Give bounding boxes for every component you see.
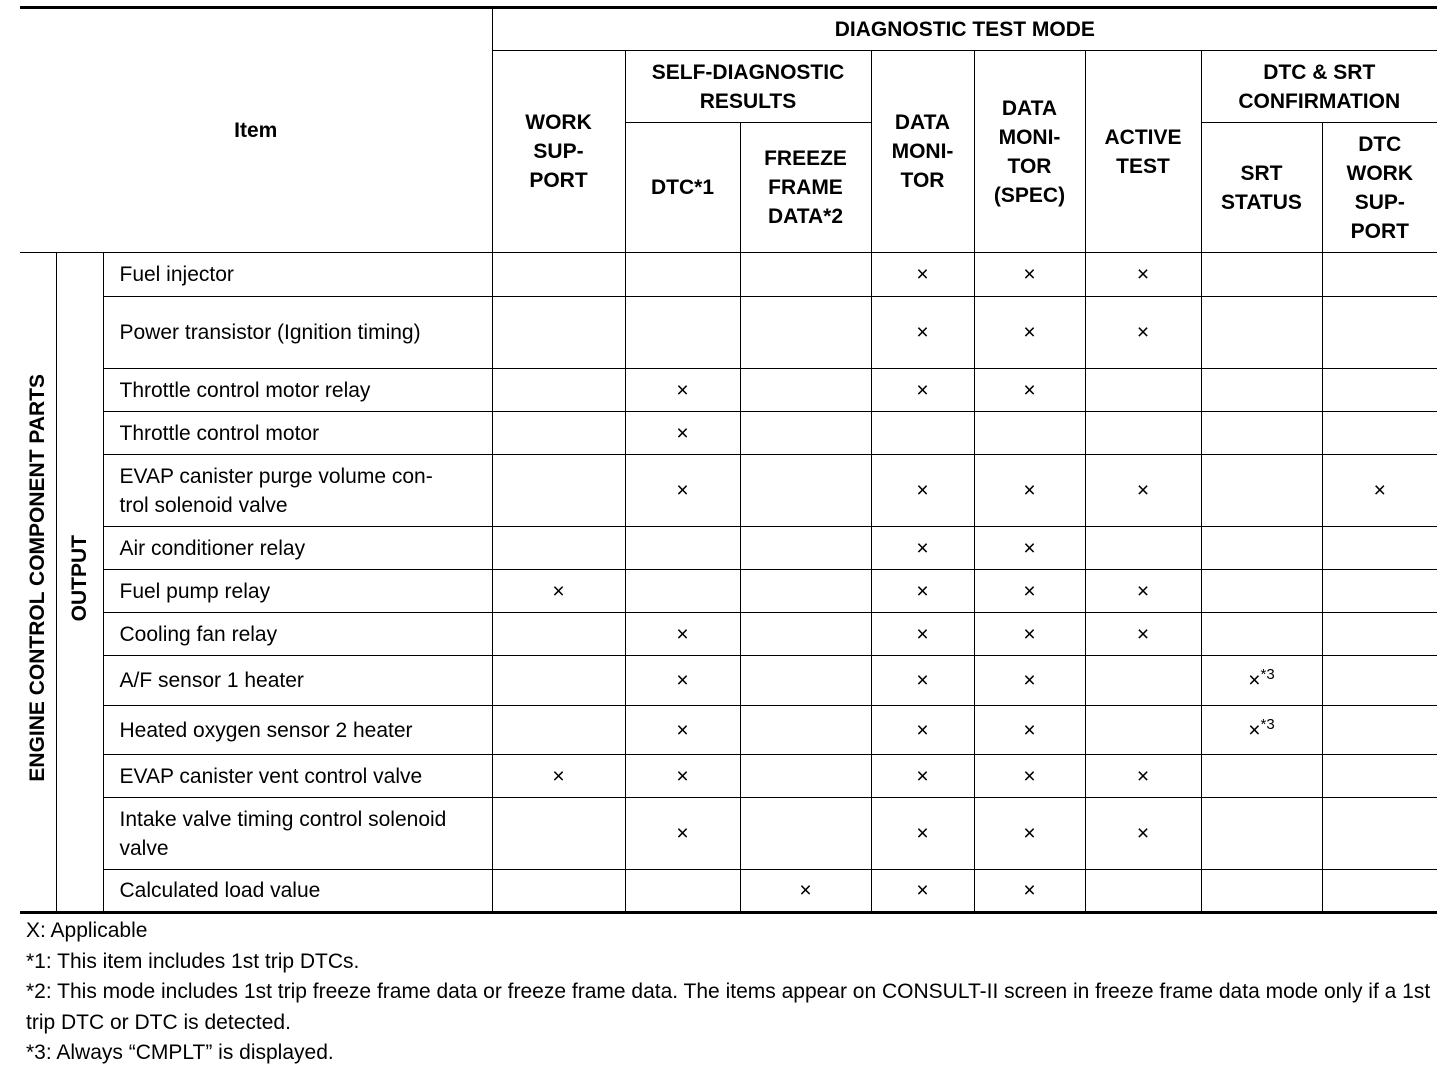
header-active-test: ACTIVE TEST (1085, 51, 1201, 253)
mark-cell-data-monitor-spec: × (974, 656, 1085, 706)
header-diagnostic-test-mode: DIAGNOSTIC TEST MODE (492, 8, 1437, 51)
mark-cell-srt-status (1201, 455, 1322, 527)
footnote: *3: Always “CMPLT” is displayed. (26, 1041, 334, 1064)
header-self-diagnostic-results: SELF-DIAGNOSTIC RESULTS (625, 51, 871, 123)
mark-cell-freeze-frame-data (740, 656, 871, 706)
mark-cell-srt-status (1201, 870, 1322, 913)
item-name: Air conditioner relay (103, 527, 492, 570)
mark-cell-dtc (625, 570, 740, 613)
table-row (20, 369, 1437, 412)
mark-cell-freeze-frame-data (740, 613, 871, 656)
mark-cell-dtc-work-support: × (1322, 455, 1437, 527)
mark-cell-data-monitor-spec (974, 412, 1085, 455)
table-row (20, 706, 1437, 755)
mark-cell-dtc: × (625, 613, 740, 656)
table-row (20, 455, 1437, 527)
header-data-monitor: DATA MONI- TOR (871, 51, 974, 253)
mark-cell-dtc: × (625, 656, 740, 706)
item-name: EVAP canister purge volume con- trol solenoid valve (103, 455, 492, 527)
mark-cell-dtc: × (625, 369, 740, 412)
mark-cell-work-support (492, 455, 625, 527)
mark-cell-dtc: × (625, 412, 740, 455)
mark-cell-data-monitor-spec: × (974, 253, 1085, 297)
mark-cell-srt-status (1201, 253, 1322, 297)
mark-cell-active-test: × (1085, 455, 1201, 527)
item-name: Throttle control motor (103, 412, 492, 455)
table-row (20, 613, 1437, 656)
item-name: EVAP canister vent control valve (103, 755, 492, 798)
mark-cell-srt-status (1201, 570, 1322, 613)
table-row (20, 870, 1437, 913)
mark-cell-freeze-frame-data (740, 755, 871, 798)
mark-cell-work-support: × (492, 755, 625, 798)
footnote: *2: This mode includes 1st trip freeze frame data or freeze frame data. The items appear on CONSULT-II screen in freeze frame data mode only if a 1st trip DTC or DTC is detected. (26, 980, 1431, 1034)
item-name: Power transistor (Ignition timing) (103, 297, 492, 369)
mark-cell-active-test: × (1085, 297, 1201, 369)
table-row (20, 297, 1437, 369)
item-name: Cooling fan relay (103, 613, 492, 656)
mark-cell-dtc-work-support (1322, 570, 1437, 613)
item-name: Fuel injector (103, 253, 492, 297)
mark-cell-dtc-work-support (1322, 613, 1437, 656)
mark-cell-freeze-frame-data (740, 706, 871, 755)
table-row (20, 412, 1437, 455)
mark-cell-data-monitor-spec: × (974, 455, 1085, 527)
mark-cell-dtc (625, 527, 740, 570)
mark-cell-data-monitor-spec: × (974, 527, 1085, 570)
mark-cell-srt-status (1201, 798, 1322, 870)
mark-cell-dtc: × (625, 798, 740, 870)
mark-cell-active-test (1085, 527, 1201, 570)
mark-cell-dtc (625, 870, 740, 913)
subgroup-label: OUTPUT (68, 534, 91, 622)
mark-cell-dtc (625, 297, 740, 369)
item-name: Fuel pump relay (103, 570, 492, 613)
item-name: A/F sensor 1 heater (103, 656, 492, 706)
mark-cell-active-test: × (1085, 570, 1201, 613)
mark-cell-freeze-frame-data (740, 412, 871, 455)
mark-cell-dtc-work-support (1322, 656, 1437, 706)
mark-cell-data-monitor-spec: × (974, 706, 1085, 755)
mark-cell-work-support (492, 798, 625, 870)
mark-cell-srt-status (1201, 412, 1322, 455)
mark-cell-data-monitor: × (871, 253, 974, 297)
mark-cell-dtc-work-support (1322, 706, 1437, 755)
mark-cell-dtc-work-support (1322, 253, 1437, 297)
mark-cell-data-monitor-spec: × (974, 369, 1085, 412)
group-label-cell (20, 253, 56, 913)
mark-cell-dtc-work-support (1322, 755, 1437, 798)
item-name: Calculated load value (103, 870, 492, 913)
mark-cell-dtc-work-support (1322, 870, 1437, 913)
mark-cell-work-support (492, 412, 625, 455)
mark-cell-srt-status (1201, 369, 1322, 412)
header-dtc-work-support: DTC WORK SUP- PORT (1322, 123, 1437, 253)
mark-cell-dtc (625, 253, 740, 297)
header-work-support: WORK SUP- PORT (492, 51, 625, 253)
mark-cell-work-support (492, 253, 625, 297)
mark-cell-dtc-work-support (1322, 798, 1437, 870)
mark-cell-srt-status: ×$^{*3}$ (1201, 706, 1322, 755)
footnotes (26, 916, 1436, 1069)
table-row (20, 755, 1437, 798)
mark-cell-freeze-frame-data (740, 297, 871, 369)
mark-cell-work-support (492, 369, 625, 412)
mark-cell-active-test: × (1085, 755, 1201, 798)
mark-cell-freeze-frame-data (740, 253, 871, 297)
mark-cell-data-monitor-spec: × (974, 613, 1085, 656)
table-row (20, 656, 1437, 706)
mark-cell-work-support (492, 527, 625, 570)
mark-cell-data-monitor: × (871, 656, 974, 706)
mark-cell-dtc: × (625, 706, 740, 755)
header-srt-status: SRT STATUS (1201, 123, 1322, 253)
mark-cell-work-support (492, 656, 625, 706)
mark-cell-srt-status (1201, 613, 1322, 656)
mark-cell-freeze-frame-data: × (740, 870, 871, 913)
header-dtc: DTC*1 (625, 123, 740, 253)
table-row (20, 253, 1437, 297)
header-data-monitor-spec: DATA MONI- TOR (SPEC) (974, 51, 1085, 253)
mark-cell-active-test: × (1085, 798, 1201, 870)
mark-cell-work-support (492, 613, 625, 656)
mark-cell-dtc: × (625, 755, 740, 798)
mark-cell-data-monitor-spec: × (974, 297, 1085, 369)
mark-cell-data-monitor: × (871, 297, 974, 369)
mark-cell-freeze-frame-data (740, 798, 871, 870)
mark-cell-work-support (492, 706, 625, 755)
mark-cell-data-monitor: × (871, 613, 974, 656)
item-name: Intake valve timing control solenoid valve (103, 798, 492, 870)
mark-cell-data-monitor (871, 412, 974, 455)
item-name: Throttle control motor relay (103, 369, 492, 412)
header-freeze-frame-data: FREEZE FRAME DATA*2 (740, 123, 871, 253)
mark-cell-data-monitor: × (871, 455, 974, 527)
mark-cell-work-support (492, 297, 625, 369)
mark-cell-freeze-frame-data (740, 527, 871, 570)
mark-cell-data-monitor: × (871, 798, 974, 870)
table-body (20, 253, 1437, 913)
header-item: Item (20, 8, 492, 253)
mark-cell-srt-status (1201, 527, 1322, 570)
mark-cell-active-test (1085, 656, 1201, 706)
mark-cell-work-support (492, 870, 625, 913)
mark-cell-srt-status: ×$^{*3}$ (1201, 656, 1322, 706)
mark-cell-srt-status (1201, 297, 1322, 369)
mark-cell-data-monitor-spec: × (974, 870, 1085, 913)
item-name: Heated oxygen sensor 2 heater (103, 706, 492, 755)
mark-cell-freeze-frame-data (740, 369, 871, 412)
mark-cell-active-test (1085, 369, 1201, 412)
mark-cell-active-test: × (1085, 253, 1201, 297)
mark-cell-data-monitor-spec: × (974, 755, 1085, 798)
mark-cell-dtc-work-support (1322, 369, 1437, 412)
group-label: ENGINE CONTROL COMPONENT PARTS (26, 374, 50, 782)
mark-cell-data-monitor: × (871, 870, 974, 913)
mark-cell-dtc: × (625, 455, 740, 527)
mark-cell-data-monitor: × (871, 527, 974, 570)
mark-cell-active-test (1085, 706, 1201, 755)
mark-cell-active-test: × (1085, 613, 1201, 656)
header-dtc-srt-confirmation: DTC & SRT CONFIRMATION (1201, 51, 1437, 123)
subgroup-label-cell (56, 253, 103, 913)
mark-cell-data-monitor: × (871, 369, 974, 412)
table-row (20, 570, 1437, 613)
mark-cell-dtc-work-support (1322, 412, 1437, 455)
footnote: X: Applicable (26, 919, 148, 942)
mark-cell-srt-status (1201, 755, 1322, 798)
diagnostic-test-mode-table (20, 6, 1437, 914)
mark-cell-work-support: × (492, 570, 625, 613)
table-row (20, 527, 1437, 570)
mark-cell-data-monitor-spec: × (974, 798, 1085, 870)
mark-cell-data-monitor: × (871, 706, 974, 755)
mark-cell-data-monitor: × (871, 755, 974, 798)
mark-cell-active-test (1085, 870, 1201, 913)
mark-cell-dtc-work-support (1322, 297, 1437, 369)
mark-cell-data-monitor-spec: × (974, 570, 1085, 613)
mark-cell-freeze-frame-data (740, 455, 871, 527)
mark-cell-active-test (1085, 412, 1201, 455)
mark-cell-data-monitor: × (871, 570, 974, 613)
footnote: *1: This item includes 1st trip DTCs. (26, 949, 360, 973)
mark-cell-dtc-work-support (1322, 527, 1437, 570)
table-row (20, 798, 1437, 870)
mark-cell-freeze-frame-data (740, 570, 871, 613)
